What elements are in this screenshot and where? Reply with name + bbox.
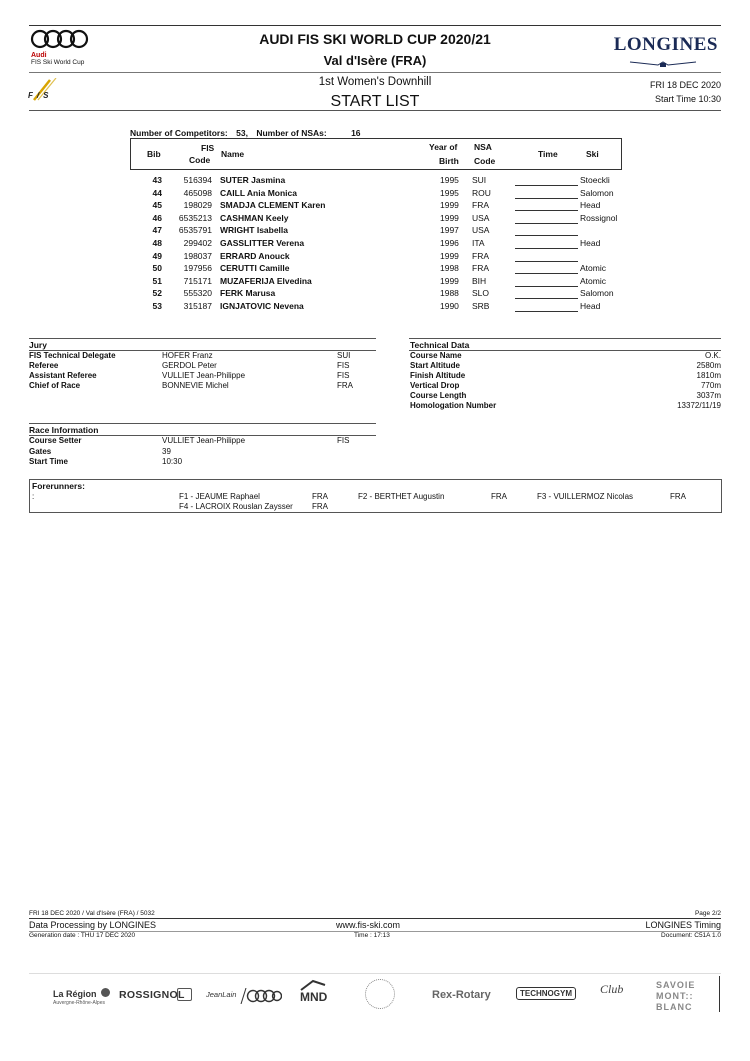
start-list-row [130,301,630,314]
jury-name: VULLIET Jean-Philippe [162,371,246,380]
cell-bib: 52 [152,288,162,299]
time-entry-line [515,210,578,211]
cell-bib: 44 [152,187,162,198]
sponsor-jeanlain: JeanLain [206,990,237,999]
cell-fis-code: 197956 [183,263,212,274]
start-list-row [130,225,630,238]
forerunner-f2: F2 - BERTHET Augustin [358,492,445,501]
col-ski: Ski [586,149,599,159]
cell-bib: 53 [152,301,162,311]
audi-small-label: Audi [31,52,47,59]
cell-fis-code: 299402 [183,238,212,248]
sponsor-club: Club [600,982,624,996]
cell-year: 1995 [440,187,459,198]
cell-year: 1999 [440,212,459,223]
col-fis-1: FIS [201,143,215,153]
jury-role: Chief of Race [29,381,81,390]
cell-fis-code: 555320 [183,288,212,299]
time-entry-line [515,223,578,224]
event-title: AUDI FIS SKI WORLD CUP 2020/21 [259,31,491,47]
cell-nsa: USA [472,225,490,236]
footer-website: www.fis-ski.com [336,920,401,930]
forerunners-colon: : [32,492,35,501]
cell-ski: Salomon [580,288,614,299]
cell-fis-code: 6535213 [178,212,212,223]
fis-logo-text: F/S [28,91,53,100]
jury-title: Jury [29,340,47,350]
sponsor-rexrotary: Rex-Rotary [432,989,491,1001]
start-list-row [130,288,630,301]
col-time: Time [538,149,558,159]
sponsor-bird-icon [365,979,395,1009]
sponsor-region-icon [101,988,110,997]
technical-value: O.K. [704,351,721,360]
time-entry-line [515,198,578,199]
technical-value: 2580m [696,361,721,370]
time-entry-line [515,235,578,236]
cell-ski: Head [580,301,601,311]
technical-label: Start Altitude [410,361,460,370]
footer-document: Document: C51A 1.0 [661,932,721,939]
jury-name: HOFER Franz [162,351,213,360]
technical-value: 13372/11/19 [677,401,721,410]
cell-nsa: SRB [472,301,490,311]
nsas-count: 16 [351,128,361,138]
col-bib: Bib [147,149,161,159]
jury-name: GERDOL Peter [162,361,217,370]
sponsor-savoie-1: SAVOIE [656,980,696,990]
audi-sub-label: FIS Ski World Cup [31,59,85,66]
cell-bib: 49 [152,250,162,261]
cell-year: 1998 [440,263,459,274]
cell-nsa: SLO [472,288,490,299]
cell-nsa: ROU [472,187,491,198]
technical-label: Finish Altitude [410,371,466,380]
cell-ski: Head [580,238,601,248]
cell-fis-code: 198029 [183,200,212,211]
footer-data-processing: Data Processing by LONGINES [29,920,157,930]
venue: Val d'Isère (FRA) [323,53,427,68]
cell-ski: Atomic [580,275,606,286]
jury-role: FIS Technical Delegate [29,351,116,360]
sponsor-savoie-3: BLANC [656,1002,693,1012]
col-nsa-1: NSA [474,142,492,152]
technical-value: 1810m [696,371,721,380]
technical-value: 770m [700,381,721,390]
forerunner-f3-nsa: FRA [670,492,686,501]
cell-name: WRIGHT Isabella [220,225,289,236]
start-list-row [130,238,630,251]
sponsor-region-name: La Région [53,989,97,999]
col-nsa-2: Code [474,156,496,166]
start-list-header [130,138,622,170]
cell-bib: 50 [152,263,162,274]
col-year-2: Birth [439,156,459,166]
race-info-label: Start Time [29,457,68,466]
footer-timing: LONGINES Timing [645,920,721,930]
cell-nsa: FRA [472,250,489,261]
cell-fis-code: 715171 [183,275,212,286]
race-info-value: VULLIET Jean-Philippe [162,436,246,445]
start-list-row [130,200,630,213]
cell-name: CASHMAN Keely [220,212,289,223]
jury-nsa: FRA [337,381,353,390]
cell-name: MUZAFERIJA Elvedina [220,275,312,286]
technical-label: Homologation Number [410,401,497,410]
time-entry-line [515,298,578,299]
competitors-label: Number of Competitors: [130,128,228,138]
technical-value: 3037m [696,391,721,400]
technical-label: Vertical Drop [410,381,460,390]
race-info-value: 39 [162,446,171,456]
footer-page: Page 2/2 [694,910,721,917]
longines-logo: LONGINES [613,34,718,55]
cell-year: 1995 [440,175,459,185]
cell-year: 1990 [440,301,459,311]
doc-title: START LIST [330,93,420,110]
race-info-label: Course Setter [29,436,82,445]
col-name: Name [221,149,245,159]
forerunner-f1: F1 - JEAUME Raphael [179,492,260,501]
technical-title: Technical Data [410,340,470,350]
cell-year: 1999 [440,275,459,286]
sponsor-region-sub: Auvergne-Rhône-Alpes [53,1000,105,1006]
cell-name: ERRARD Anouck [220,250,290,261]
col-year-1: Year of [429,142,458,152]
jury-nsa: FIS [337,371,350,380]
forerunner-f4-nsa: FRA [312,502,328,511]
jury-role: Assistant Referee [29,371,97,380]
cell-name: GASSLITTER Verena [220,238,305,248]
start-list-row [130,251,630,264]
time-entry-line [515,261,578,262]
forerunner-f1-nsa: FRA [312,492,328,501]
cell-bib: 51 [152,275,162,286]
cell-nsa: FRA [472,200,489,211]
technical-label: Course Name [410,351,462,360]
cell-ski: Stoeckli [580,175,610,185]
start-list-row [130,188,630,201]
cell-year: 1999 [440,250,459,261]
footer-left-small: FRI 18 DEC 2020 / Val d'Isère (FRA) / 5032 [29,910,155,917]
competitors-summary [130,128,361,138]
cell-nsa: USA [472,212,490,223]
cell-fis-code: 315187 [183,301,212,311]
cell-ski: Head [580,200,601,211]
technical-label: Course Length [410,391,467,400]
nsas-label: Number of NSAs: [256,128,327,138]
race-info-title: Race Information [29,425,99,435]
cell-name: CAILL Ania Monica [220,187,297,198]
race-date: FRI 18 DEC 2020 [649,80,721,90]
race-info-label: Gates [29,446,52,456]
cell-name: IGNJATOVIC Nevena [220,301,304,311]
competitors-count: 53, [236,128,248,138]
cell-name: CERUTTI Camille [220,263,290,274]
cell-name: SMADJA CLEMENT Karen [220,200,326,211]
sponsor-rossignol-icon [177,988,192,1001]
race-info-value: 10:30 [162,457,183,466]
start-list-row [130,213,630,226]
cell-year: 1999 [440,200,459,211]
sponsor-technogym: TECHNOGYM [516,987,576,1000]
time-entry-line [515,185,578,186]
forerunner-f2-nsa: FRA [491,492,507,501]
footer-generation: Generation date : THU 17 DEC 2020 [29,932,136,939]
cell-name: SUTER Jasmina [220,175,286,185]
sponsor-mnd: MND [300,990,328,1004]
cell-fis-code: 465098 [183,187,212,198]
sponsor-savoie-2: MONT:: [656,991,694,1001]
start-list-row [130,175,630,188]
col-fis-2: Code [189,155,211,165]
jury-name: BONNEVIE Michel [162,381,229,390]
jury-nsa: SUI [337,351,351,360]
footer-time: Time : 17:13 [354,932,390,939]
cell-nsa: FRA [472,263,489,274]
race-info-nsa: FIS [337,436,350,445]
longines-wings-icon [628,55,698,63]
forerunner-f4: F4 - LACROIX Rouslan Zaysser [179,502,293,511]
cell-ski: Salomon [580,187,614,198]
cell-nsa: BIH [472,275,487,286]
time-entry-line [515,286,578,287]
sponsor-rossignol: ROSSIGNOL [119,989,185,1001]
cell-name: FERK Marusa [220,288,276,299]
forerunners-title: Forerunners: [32,481,85,491]
start-list-row [130,263,630,276]
forerunner-f3: F3 - VUILLERMOZ Nicolas [537,492,634,501]
cell-ski: Atomic [580,263,606,274]
cell-nsa: ITA [472,238,485,248]
cell-fis-code: 516394 [183,175,212,185]
cell-bib: 48 [152,238,162,248]
cell-fis-code: 6535791 [178,225,212,236]
start-list-row [130,276,630,289]
cell-fis-code: 198037 [183,250,212,261]
sponsor-audi-rings-icon [240,988,282,1009]
cell-nsa: SUI [472,175,487,185]
cell-bib: 46 [152,212,162,223]
jury-role: Referee [29,361,59,370]
sponsor-strip [0,976,750,1016]
time-entry-line [515,248,578,249]
cell-bib: 45 [152,200,162,211]
cell-year: 1996 [440,238,459,248]
cell-year: 1997 [440,225,459,236]
race-name: 1st Women's Downhill [318,76,432,88]
time-entry-line [515,311,578,312]
jury-nsa: FIS [337,361,350,370]
cell-bib: 47 [152,225,162,236]
cell-year: 1988 [440,288,459,299]
time-entry-line [515,273,578,274]
cell-ski: Rossignol [580,212,618,223]
start-time: Start Time 10:30 [654,94,721,104]
cell-bib: 43 [152,175,162,185]
